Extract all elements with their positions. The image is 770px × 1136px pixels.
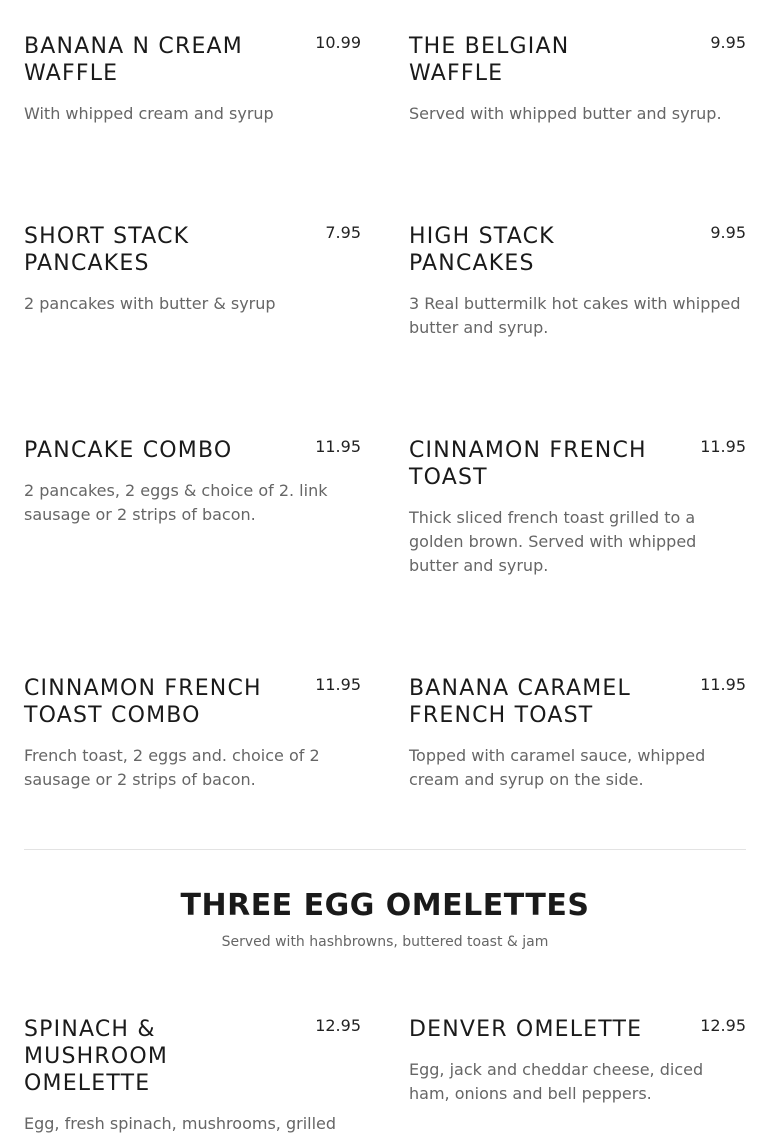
section-title: THREE EGG OMELETTES — [180, 888, 590, 923]
section-divider — [24, 849, 746, 850]
item-price: 11.95 — [315, 675, 361, 694]
item-price: 11.95 — [700, 675, 746, 694]
menu-item-short-stack-pancakes — [24, 223, 361, 316]
section-subtitle: Served with hashbrowns, buttered toast & jam — [221, 934, 549, 950]
item-description: Egg, fresh spinach, mushrooms, grilled — [24, 1114, 337, 1133]
item-name: SPINACH & MUSHROOM OMELETTE — [24, 1017, 169, 1096]
item-description: Egg, jack and cheddar cheese, diced ham, onions and bell peppers. — [409, 1060, 704, 1103]
item-description: 3 Real buttermilk hot cakes with whipped butter and syrup. — [409, 294, 741, 337]
menu-item-high-stack-pancakes — [409, 223, 746, 340]
menu-item-pancake-combo — [24, 437, 361, 527]
item-description: Thick sliced french toast grilled to a golden brown. Served with whipped butter and syrup. — [409, 508, 697, 575]
menu-item-denver-omelette — [409, 1016, 746, 1106]
item-price: 9.95 — [710, 33, 746, 52]
item-price: 9.95 — [710, 223, 746, 242]
item-price: 7.95 — [325, 223, 361, 242]
menu-item-cinnamon-french-toast — [409, 437, 746, 578]
item-name: PANCAKE COMBO — [24, 438, 233, 463]
menu-item-spinach-mushroom-omelette — [24, 1016, 361, 1136]
item-name: CINNAMON FRENCH TOAST — [409, 438, 647, 490]
item-price: 11.95 — [315, 437, 361, 456]
menu-item-cinnamon-french-toast-combo — [24, 675, 361, 792]
item-description: Served with whipped butter and syrup. — [409, 104, 722, 123]
item-name: DENVER OMELETTE — [409, 1017, 643, 1042]
item-name: BANANA CARAMEL FRENCH TOAST — [409, 676, 631, 728]
item-description: Topped with caramel sauce, whipped cream and syrup on the side. — [409, 746, 706, 789]
menu-item-the-belgian-waffle — [409, 33, 746, 126]
item-description: 2 pancakes with butter & syrup — [24, 294, 276, 313]
item-description: 2 pancakes, 2 eggs & choice of 2. link sausage or 2 strips of bacon. — [24, 481, 328, 524]
item-description: French toast, 2 eggs and. choice of 2 sausage or 2 strips of bacon. — [24, 746, 320, 789]
item-price: 11.95 — [700, 437, 746, 456]
item-name: CINNAMON FRENCH TOAST COMBO — [24, 676, 262, 728]
item-name: HIGH STACK PANCAKES — [409, 224, 555, 276]
item-price: 12.95 — [700, 1016, 746, 1035]
item-price: 10.99 — [315, 33, 361, 52]
item-name: THE BELGIAN WAFFLE — [409, 34, 570, 86]
item-price: 12.95 — [315, 1016, 361, 1035]
menu-item-banana-caramel-french-toast — [409, 675, 746, 792]
menu-item-banana-n-cream-waffle — [24, 33, 361, 126]
item-description: With whipped cream and syrup — [24, 104, 274, 123]
item-name: SHORT STACK PANCAKES — [24, 224, 190, 276]
item-name: BANANA N CREAM WAFFLE — [24, 34, 243, 86]
